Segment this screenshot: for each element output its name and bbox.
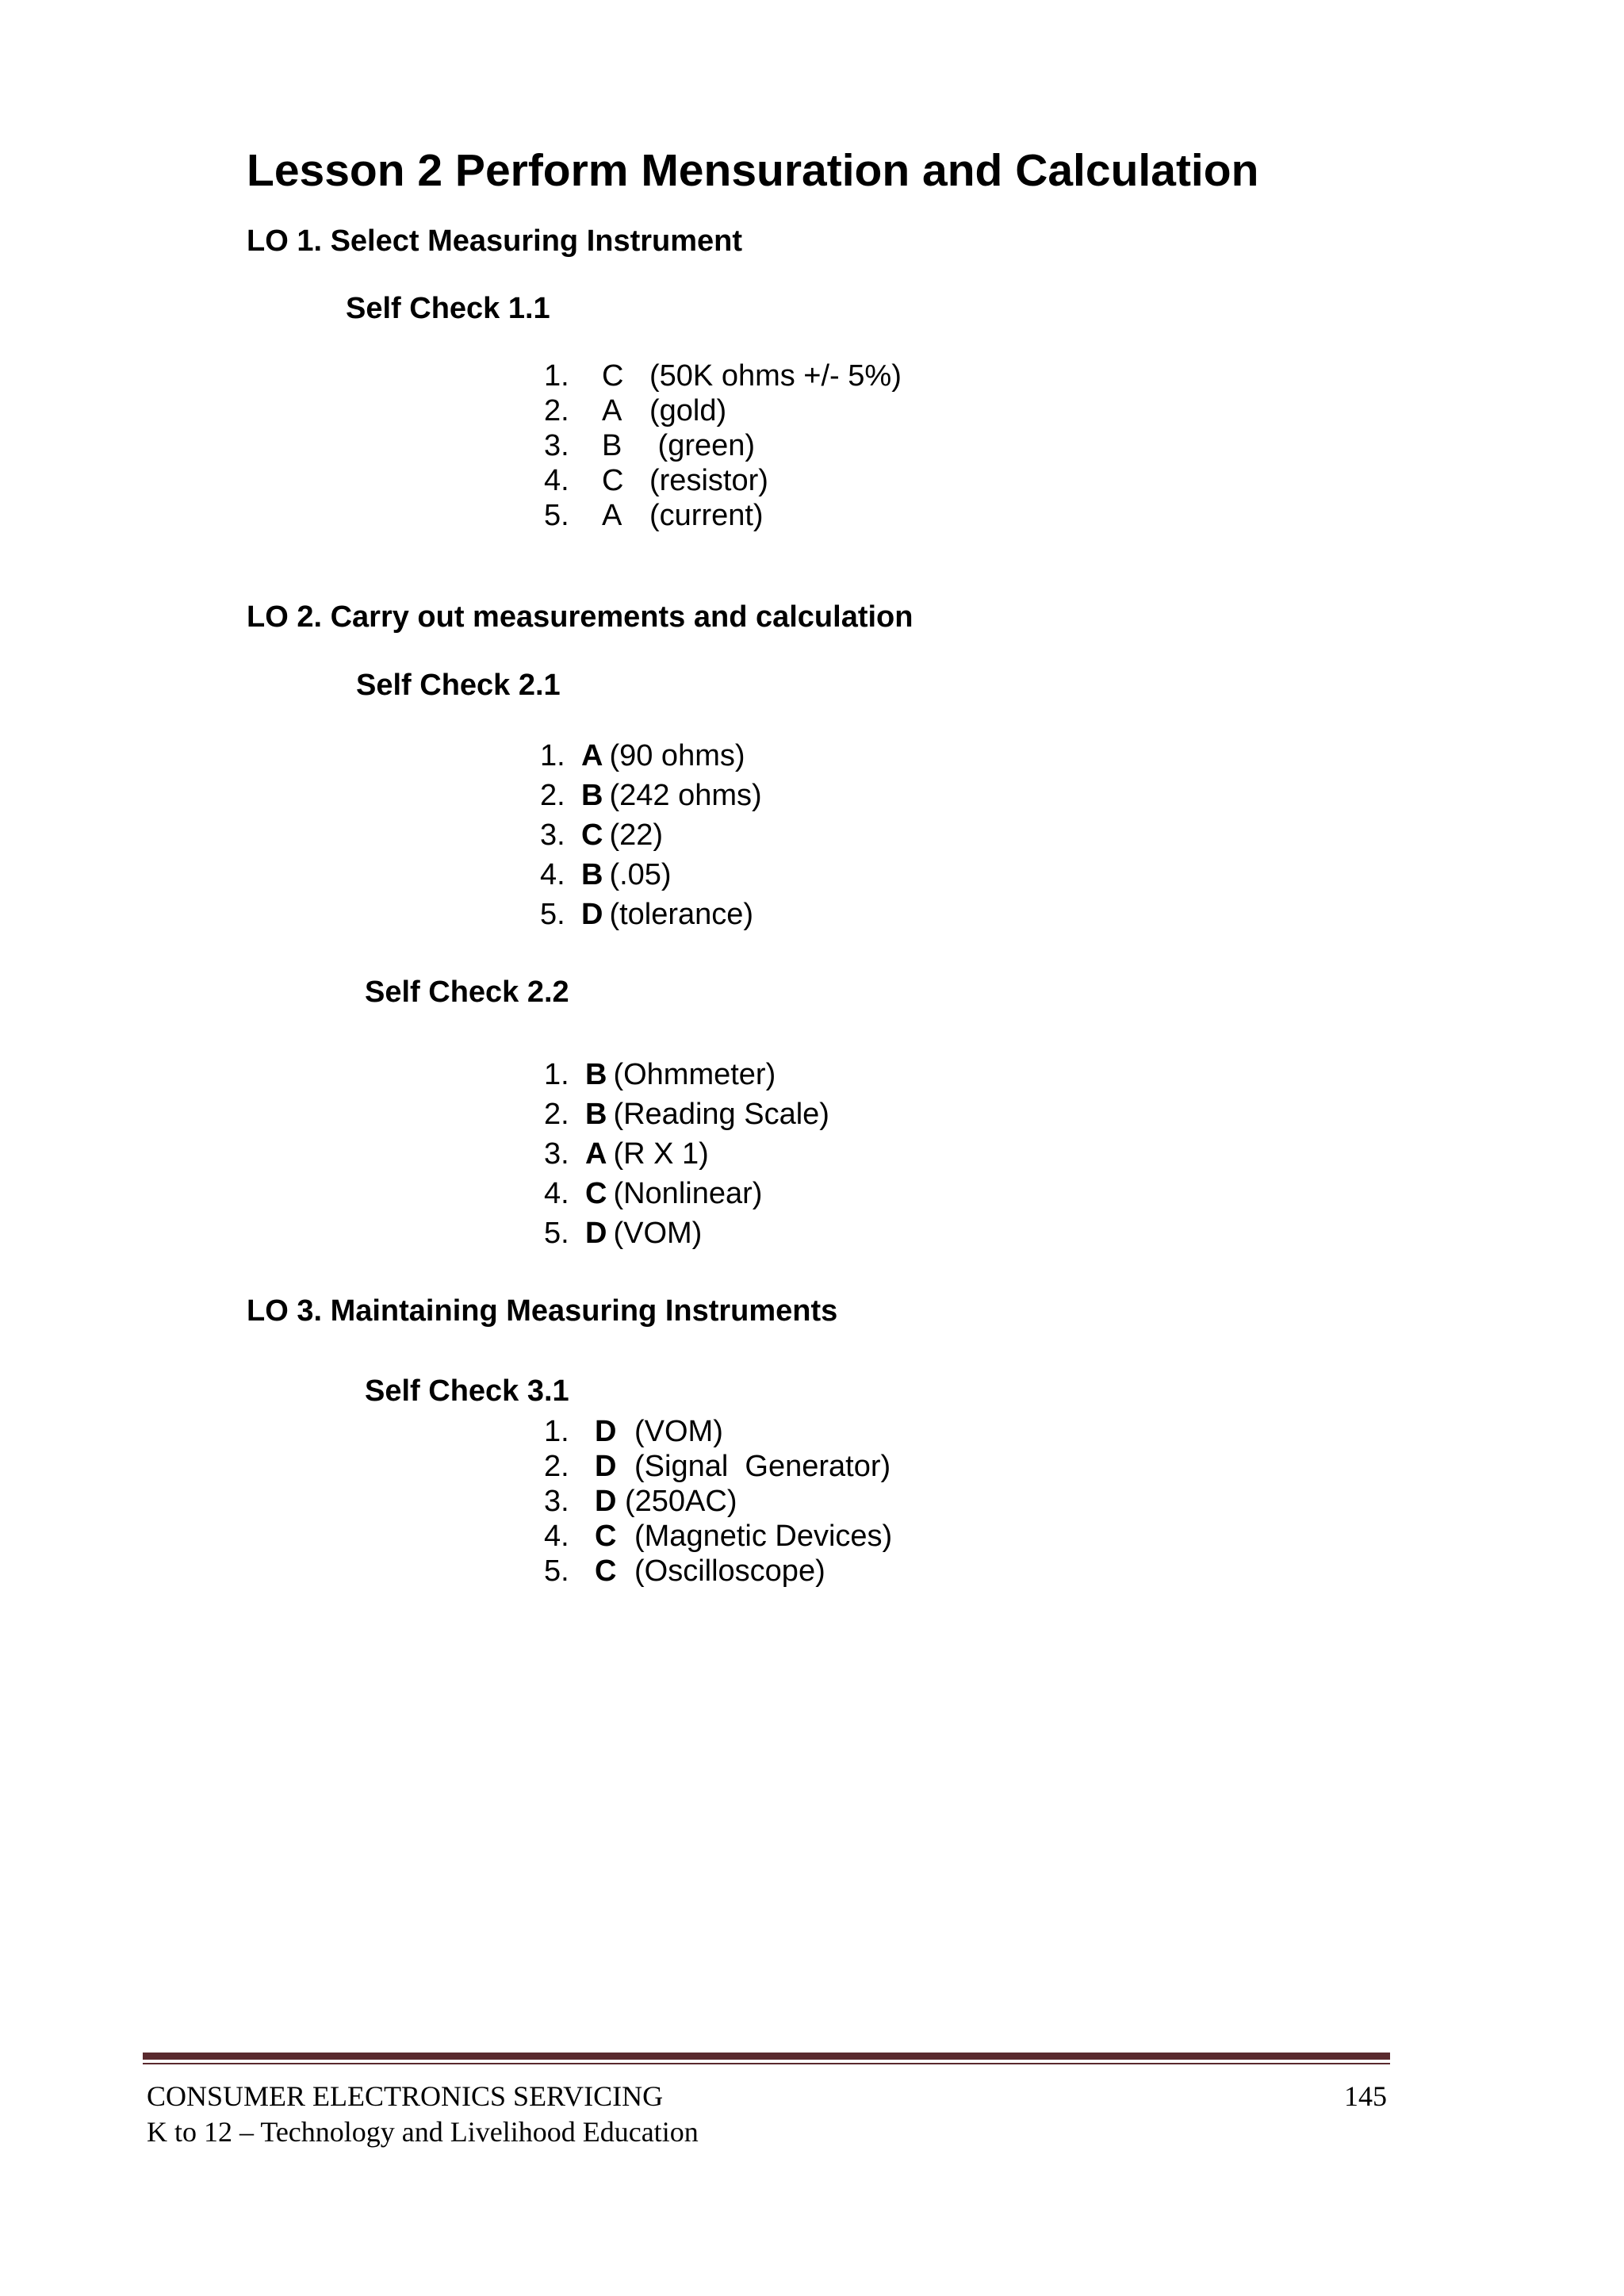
answer-letter: C bbox=[595, 1554, 617, 1588]
self-check-3-1-answers bbox=[544, 1414, 892, 1589]
answer-letter: B bbox=[581, 858, 603, 891]
answer-letter: B bbox=[585, 1098, 607, 1131]
answer-detail: (VOM) bbox=[613, 1217, 703, 1250]
answer-detail: (tolerance) bbox=[609, 898, 754, 931]
list-item bbox=[544, 1134, 829, 1174]
list-item bbox=[544, 1174, 829, 1213]
answer-detail: (gold) bbox=[649, 394, 727, 427]
list-item bbox=[544, 1554, 892, 1589]
answer-number: 2. bbox=[544, 1098, 569, 1131]
answer-number: 5. bbox=[544, 1554, 569, 1588]
answer-number: 4. bbox=[540, 858, 565, 891]
self-check-2-1-answers bbox=[540, 736, 762, 934]
answer-detail: (Magnetic Devices) bbox=[634, 1520, 893, 1553]
lo-3-heading: LO 3. Maintaining Measuring Instruments bbox=[247, 1294, 838, 1328]
answer-number: 5. bbox=[544, 1217, 569, 1250]
answer-number: 3. bbox=[544, 1485, 569, 1518]
answer-letter: C bbox=[602, 359, 624, 393]
answer-number: 1. bbox=[540, 739, 565, 772]
answer-number: 1. bbox=[544, 1058, 569, 1091]
answer-letter: D bbox=[595, 1450, 617, 1483]
answer-letter: C bbox=[581, 818, 603, 852]
list-item bbox=[544, 1519, 892, 1554]
answer-detail: (Oscilloscope) bbox=[634, 1554, 825, 1588]
list-item bbox=[544, 1094, 829, 1134]
list-item bbox=[540, 776, 762, 815]
answer-letter: C bbox=[595, 1520, 617, 1553]
answer-letter: A bbox=[581, 739, 603, 772]
answer-letter: A bbox=[585, 1137, 607, 1171]
footer-course: CONSUMER ELECTRONICS SERVICING bbox=[147, 2080, 664, 2112]
answer-number: 5. bbox=[540, 898, 565, 931]
answer-number: 2. bbox=[544, 394, 569, 427]
answer-letter: B bbox=[602, 429, 622, 462]
self-check-2-1-heading: Self Check 2.1 bbox=[356, 669, 561, 702]
answer-number: 4. bbox=[544, 464, 569, 497]
answer-letter: D bbox=[581, 898, 603, 931]
list-item bbox=[544, 1055, 829, 1094]
lo-2-heading: LO 2. Carry out measurements and calculation bbox=[247, 600, 914, 634]
list-item bbox=[540, 855, 762, 895]
list-item bbox=[544, 428, 902, 463]
list-item bbox=[544, 1213, 829, 1253]
self-check-3-1-heading: Self Check 3.1 bbox=[365, 1374, 569, 1408]
answer-detail: (Nonlinear) bbox=[613, 1177, 763, 1210]
list-item bbox=[540, 736, 762, 776]
list-item bbox=[544, 1449, 892, 1484]
answer-number: 3. bbox=[544, 1137, 569, 1171]
answer-letter: D bbox=[595, 1485, 617, 1518]
answer-number: 4. bbox=[544, 1520, 569, 1553]
answer-number: 2. bbox=[540, 779, 565, 812]
list-item bbox=[540, 815, 762, 855]
self-check-1-1-heading: Self Check 1.1 bbox=[346, 292, 550, 325]
answer-letter: B bbox=[581, 779, 603, 812]
answer-number: 3. bbox=[540, 818, 565, 852]
self-check-1-1-answers bbox=[544, 358, 902, 533]
answer-letter: B bbox=[585, 1058, 607, 1091]
answer-detail: (90 ohms) bbox=[609, 739, 745, 772]
answer-letter: D bbox=[595, 1415, 617, 1448]
list-item bbox=[544, 463, 902, 498]
answer-detail: (22) bbox=[609, 818, 664, 852]
answer-number: 1. bbox=[544, 1415, 569, 1448]
answer-detail: (Reading Scale) bbox=[613, 1098, 829, 1131]
footer-rule-thin bbox=[143, 2063, 1390, 2064]
list-item bbox=[544, 358, 902, 393]
answer-detail: (green) bbox=[649, 429, 756, 462]
list-item bbox=[544, 498, 902, 533]
list-item bbox=[544, 1414, 892, 1449]
answer-detail: (242 ohms) bbox=[609, 779, 762, 812]
answer-letter: A bbox=[602, 499, 622, 532]
footer-program: K to 12 – Technology and Livelihood Education bbox=[147, 2116, 699, 2148]
answer-detail: (VOM) bbox=[634, 1415, 723, 1448]
answer-detail: (.05) bbox=[609, 858, 672, 891]
list-item bbox=[544, 1484, 892, 1519]
answer-detail: (resistor) bbox=[649, 464, 768, 497]
lesson-title: Lesson 2 Perform Mensuration and Calculation bbox=[247, 145, 1259, 196]
self-check-2-2-heading: Self Check 2.2 bbox=[365, 976, 569, 1009]
answer-number: 1. bbox=[544, 359, 569, 393]
answer-detail: (250AC) bbox=[625, 1485, 737, 1518]
list-item bbox=[540, 895, 762, 934]
answer-letter: A bbox=[602, 394, 622, 427]
answer-letter: D bbox=[585, 1217, 607, 1250]
answer-letter: C bbox=[585, 1177, 607, 1210]
answer-detail: (current) bbox=[649, 499, 764, 532]
self-check-2-2-answers bbox=[544, 1055, 829, 1253]
answer-number: 4. bbox=[544, 1177, 569, 1210]
answer-number: 3. bbox=[544, 429, 569, 462]
answer-detail: (Ohmmeter) bbox=[613, 1058, 776, 1091]
answer-number: 2. bbox=[544, 1450, 569, 1483]
answer-detail: (50K ohms +/- 5%) bbox=[649, 359, 902, 393]
footer-rule-thick bbox=[143, 2053, 1390, 2060]
lo-1-heading: LO 1. Select Measuring Instrument bbox=[247, 224, 743, 258]
answer-letter: C bbox=[602, 464, 624, 497]
answer-number: 5. bbox=[544, 499, 569, 532]
answer-detail: (R X 1) bbox=[613, 1137, 709, 1171]
answer-detail: (Signal Generator) bbox=[634, 1450, 891, 1483]
list-item bbox=[544, 393, 902, 428]
page-number: 145 bbox=[1344, 2080, 1387, 2112]
